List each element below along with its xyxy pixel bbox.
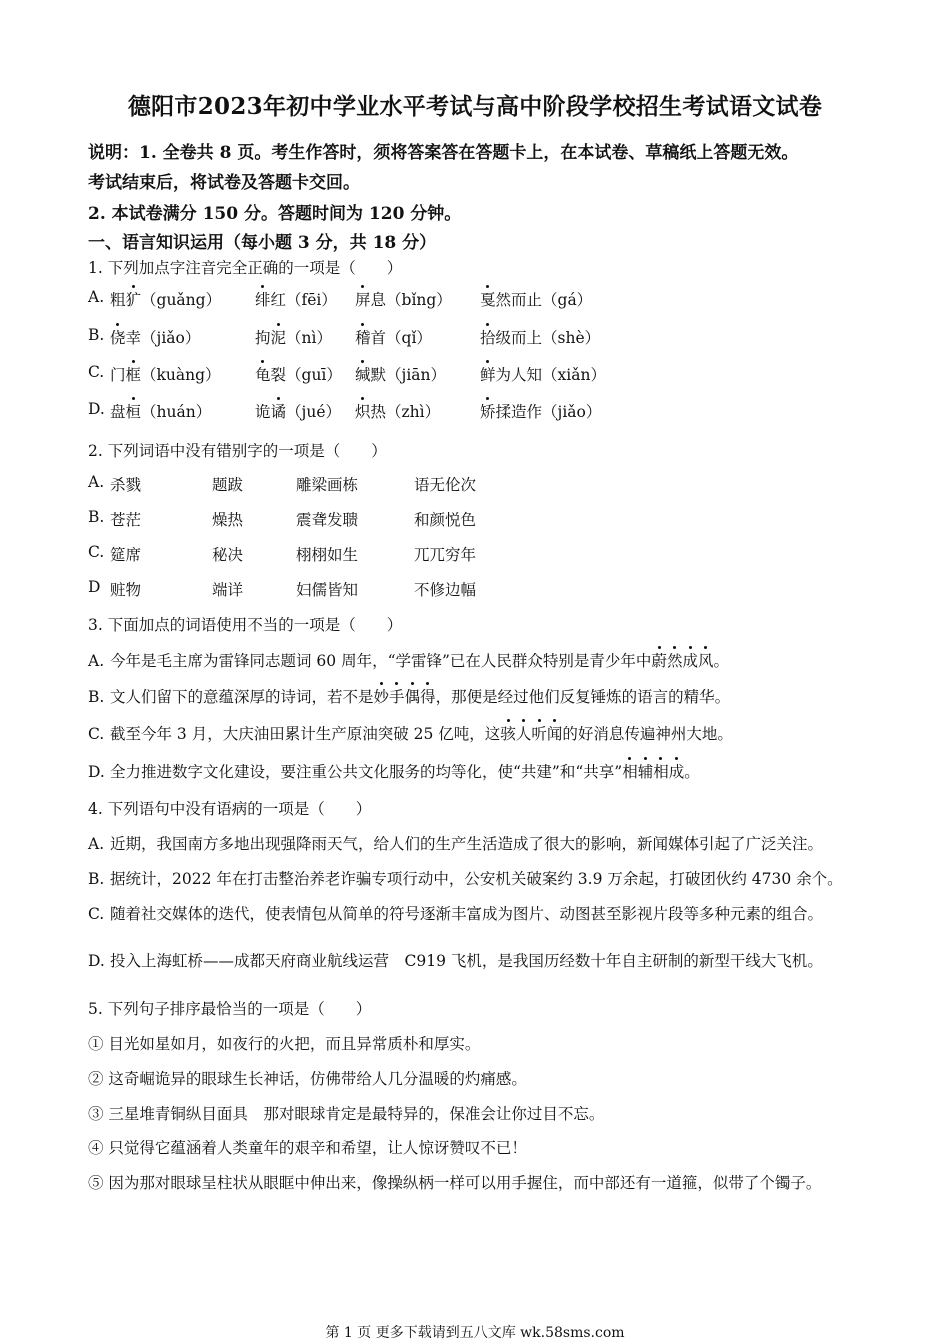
sentence-5: ⑤ 因为那对眼球呈柱状从眼眶中伸出来，像操纵柄一样可以用手握住，而中部还有一道箍，似带了个镯子。: [88, 1174, 822, 1192]
word-item: 栩栩如生: [296, 546, 359, 564]
word-item: 杀戮: [110, 476, 142, 494]
word-item: 端详: [212, 581, 244, 599]
question-3-option-c: C. 截至今年 3 月，大庆油田累计生产原油突破 25 亿吨，这骇人听闻的好消息传遍神州大地。: [88, 722, 733, 744]
pinyin-item: 侥幸（jiǎo）: [110, 326, 200, 348]
option-label: A.: [88, 652, 105, 670]
word-item: 赃物: [110, 581, 142, 599]
pinyin-item: 盘桓（huán）: [110, 400, 211, 422]
question-1-option-c: [88, 363, 606, 384]
option-label: D: [88, 578, 101, 596]
question-4-option-a: A. 近期，我国南方多地出现强降雨天气，给人们的生产生活造成了很大的影响，新闻媒体引起了广泛关注。: [88, 835, 824, 853]
question-2-option-d: [88, 578, 477, 599]
question-4-stem: 4. 下列语句中没有语病的一项是（ ）: [88, 800, 372, 818]
dotted-character: 泥: [271, 326, 287, 348]
option-label: B.: [88, 326, 105, 344]
dotted-character: 桓: [126, 400, 142, 422]
word-item: 秘决: [212, 546, 244, 564]
option-label: D.: [88, 763, 105, 781]
option-label: C.: [88, 725, 105, 743]
dotted-character: 偶: [405, 685, 421, 707]
dotted-character: 辅: [638, 760, 654, 782]
dotted-character: 矫: [480, 400, 496, 422]
pinyin-item: 鲜为人知（xiǎn）: [480, 363, 606, 385]
dotted-character: 谲: [271, 400, 287, 422]
pinyin-item: 拾级而上（shè）: [480, 326, 600, 348]
dotted-character: 龟: [255, 363, 271, 385]
option-label: C.: [88, 363, 105, 381]
question-1-option-b: [88, 326, 601, 347]
pinyin-item: 龟裂（guī）: [255, 363, 342, 385]
dotted-character: 稽: [355, 326, 371, 348]
dotted-character: 相: [622, 760, 638, 782]
dotted-character: 闻: [547, 722, 563, 744]
question-3-stem: 3. 下面加点的词语使用不当的一项是（ ）: [88, 616, 403, 634]
instruction-line-1: 说明：1. 全卷共 8 页。考生作答时，须将答案答在答题卡上，在本试卷、草稿纸上答题无效。: [88, 143, 799, 163]
page-title: 德阳市2023年初中学业水平考试与高中阶段学校招生考试语文试卷: [127, 93, 823, 120]
pinyin-item: 稽首（qǐ）: [355, 326, 432, 348]
dotted-character: 得: [420, 685, 436, 707]
question-2-option-c: [88, 543, 477, 564]
option-label: A.: [88, 288, 105, 306]
word-item: 雕梁画栋: [296, 476, 359, 494]
dotted-character: 骇: [500, 722, 516, 744]
question-2-option-b: [88, 508, 477, 529]
sentence-3: ③ 三星堆青铜纵目面具 那对眼球肯定是最特异的，保准会让你过目不忘。: [88, 1105, 605, 1123]
dotted-character: 拾: [480, 326, 496, 348]
dotted-character: 然: [667, 649, 683, 671]
page-footer: 第 1 页 更多下载请到五八文库 wk.58sms.com: [325, 1325, 625, 1341]
question-4-option-c: C. 随着社交媒体的迭代，使表情包从简单的符号逐渐丰富成为图片、动图甚至影视片段等多种元素的组合。: [88, 905, 824, 923]
pinyin-item: 戛然而止（gá）: [480, 288, 592, 310]
section-heading: 一、语言知识运用（每小题 3 分，共 18 分）: [88, 233, 437, 253]
dotted-character: 炽: [355, 400, 371, 422]
option-label: B.: [88, 508, 105, 526]
dotted-character: 手: [389, 685, 405, 707]
pinyin-item: 屏息（bǐng）: [355, 288, 452, 310]
word-item: 兀兀穷年: [414, 546, 477, 564]
option-label: D.: [88, 400, 105, 418]
word-item: 题跋: [212, 476, 244, 494]
sentence-2: ② 这奇崛诡异的眼球生长神话，仿佛带给人几分温暖的灼痛感。: [88, 1070, 527, 1088]
word-item: 燥热: [212, 511, 244, 529]
question-3-option-d: D. 全力推进数字文化建设，要注重公共文化服务的均等化，使“共建”和“共享”相辅相成。: [88, 760, 700, 782]
pinyin-item: 粗犷（guǎng）: [110, 288, 221, 310]
dotted-character: 缄: [355, 363, 371, 385]
sentence-1: ① 目光如星如月，如夜行的火把，而且异常质朴和厚实。: [88, 1035, 481, 1053]
word-item: 和颜悦色: [414, 511, 477, 529]
option-label: B.: [88, 688, 105, 706]
dotted-character: 鲜: [480, 363, 496, 385]
dotted-character: 戛: [480, 288, 496, 310]
word-item: 震聋发聩: [296, 511, 359, 529]
dotted-character: 框: [126, 363, 142, 385]
dotted-character: 人: [516, 722, 532, 744]
question-4-option-b: B. 据统计，2022 年在打击整治养老诈骗专项行动中，公安机关破案约 3.9 万余起，打破团伙约 4730 余个。: [88, 870, 843, 888]
pinyin-item: 门框（kuàng）: [110, 363, 221, 385]
pinyin-item: 炽热（zhì）: [355, 400, 440, 422]
instruction-line-2: 考试结束后，将试卷及答题卡交回。: [88, 173, 360, 193]
dotted-character: 绯: [255, 288, 271, 310]
dotted-character: 听: [531, 722, 547, 744]
dotted-character: 成: [682, 649, 698, 671]
word-item: 苍茫: [110, 511, 142, 529]
sentence-4: ④ 只觉得它蕴涵着人类童年的艰辛和希望，让人惊讶赞叹不已！: [88, 1139, 527, 1157]
question-4-option-d: D. 投入上海虹桥——成都天府商业航线运营 C919 飞机，是我国历经数十年自主研制的新型干线大飞机。: [88, 952, 823, 970]
pinyin-item: 矫揉造作（jiǎo）: [480, 400, 601, 422]
question-5-stem: 5. 下列句子排序最恰当的一项是（ ）: [88, 1000, 372, 1018]
word-item: 妇儒皆知: [296, 581, 359, 599]
option-label: C.: [88, 543, 105, 561]
pinyin-item: 绯红（fēi）: [255, 288, 337, 310]
pinyin-item: 拘泥（nì）: [255, 326, 332, 348]
word-item: 不修边幅: [414, 581, 477, 599]
pinyin-item: 缄默（jiān）: [355, 363, 446, 385]
question-3-option-a: A. 今年是毛主席为雷锋同志题词 60 周年，“学雷锋”已在人民群众特别是青少年中蔚然成风。: [88, 649, 729, 671]
dotted-character: 屏: [355, 288, 371, 310]
dotted-character: 犷: [126, 288, 142, 310]
instruction-line-3: 2. 本试卷满分 150 分。答题时间为 120 分钟。: [88, 204, 462, 224]
question-3-option-b: B. 文人们留下的意蕴深厚的诗词，若不是妙手偶得，那便是经过他们反复锤炼的语言的精华。: [88, 685, 730, 707]
option-label: A.: [88, 473, 105, 491]
word-item: 筵席: [110, 546, 142, 564]
dotted-character: 妙: [374, 685, 390, 707]
dotted-character: 相: [653, 760, 669, 782]
dotted-character: 侥: [110, 326, 126, 348]
question-1-option-a: [88, 288, 593, 309]
word-item: 语无伦次: [414, 476, 477, 494]
question-2-stem: 2. 下列词语中没有错别字的一项是（ ）: [88, 442, 387, 460]
question-1-stem: 1. 下列加点字注音完全正确的一项是（ ）: [88, 259, 403, 277]
question-1-option-d: [88, 400, 602, 421]
pinyin-item: 诡谲（jué）: [255, 400, 341, 422]
dotted-character: 成: [669, 760, 685, 782]
dotted-character: 蔚: [651, 649, 667, 671]
dotted-character: 风: [698, 649, 714, 671]
question-2-option-a: [88, 473, 477, 494]
